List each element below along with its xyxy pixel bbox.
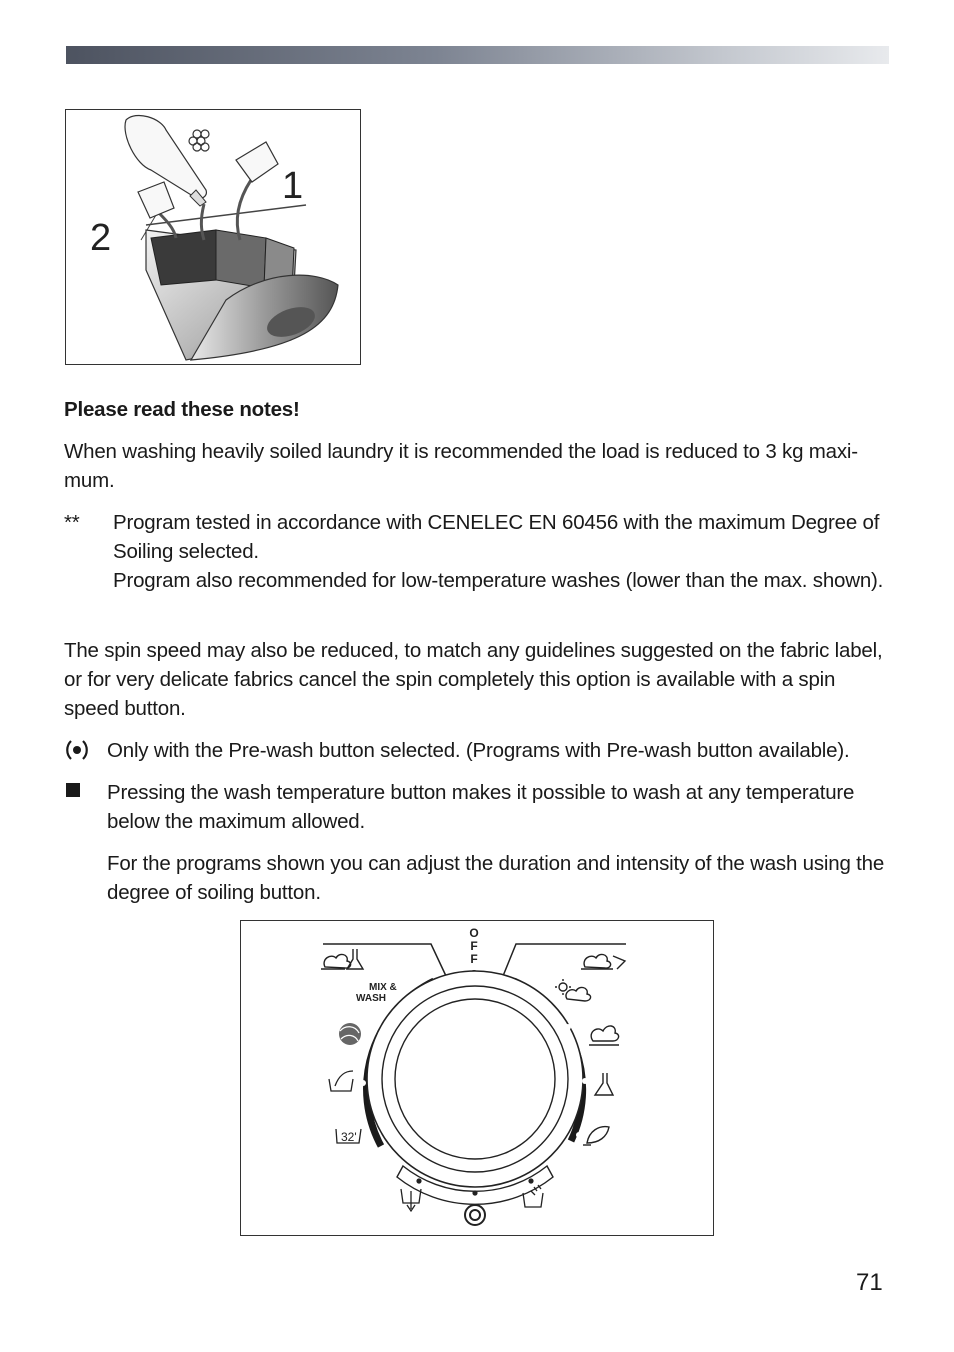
drain-icon <box>401 1189 421 1211</box>
compartment-label-2: 2 <box>90 217 112 259</box>
heavy-soil-paragraph: When washing heavily soiled laundry it is recommended the load is reduced to 3 kg maxi-mum. <box>64 440 858 492</box>
svg-text:MIX &: MIX & <box>369 982 397 993</box>
cotton-icon <box>589 1026 619 1045</box>
off-label <box>469 926 478 966</box>
spin-icon <box>465 1205 485 1225</box>
double-asterisk-marker: ** <box>64 511 80 534</box>
double-asterisk-note <box>111 508 891 595</box>
cotton-synthetic-icon <box>321 949 363 969</box>
notes-heading: Please read these notes! <box>64 398 300 421</box>
mix-and-wash-label <box>356 982 397 1004</box>
wool-icon <box>339 1023 361 1045</box>
compartment-label-1: 1 <box>282 165 304 207</box>
fabric-softener-icon <box>189 130 209 151</box>
prewash-note: Only with the Pre-wash button selected. (Programs with Pre-wash button available). <box>107 739 850 762</box>
synthetic-icon <box>595 1073 613 1095</box>
detergent-drawer-illustration <box>65 109 361 365</box>
page-number: 71 <box>856 1269 883 1296</box>
program-dial-illustration <box>240 920 714 1236</box>
temperature-note: Pressing the wash temperature button makes it possible to wash at any temperature below the maximum allowed. <box>107 781 855 833</box>
svg-text:32': 32' <box>341 1130 357 1144</box>
temperature-32-icon <box>336 1129 361 1144</box>
svg-text:F: F <box>470 952 478 966</box>
hand-wash-icon <box>329 1071 353 1091</box>
soiling-paragraph: For the programs shown you can adjust the duration and intensity of the wash using the degree of soiling button. <box>107 852 885 904</box>
low-temp-note: Program also recommended for low-temperature washes (lower than the max. shown). <box>113 569 884 592</box>
header-bar <box>66 46 889 64</box>
prewash-icon <box>64 737 94 763</box>
spin-speed-paragraph: The spin speed may also be reduced, to match any guidelines suggested on the fabric label, or for very delicate fabrics cancel the spin completely this option is available with a spin speed button. <box>64 639 883 720</box>
svg-text:F: F <box>470 939 478 953</box>
cenelec-note: Program tested in accordance with CENELEC EN 60456 with the maximum Degree of Soiling selected. <box>113 511 880 563</box>
svg-text:O: O <box>469 926 479 940</box>
square-bullet-icon <box>66 783 80 797</box>
svg-text:WASH: WASH <box>356 993 386 1004</box>
delicate-icon <box>583 1127 609 1145</box>
prewash-sun-icon <box>555 979 591 1001</box>
cotton-prewash-icon <box>581 954 625 969</box>
